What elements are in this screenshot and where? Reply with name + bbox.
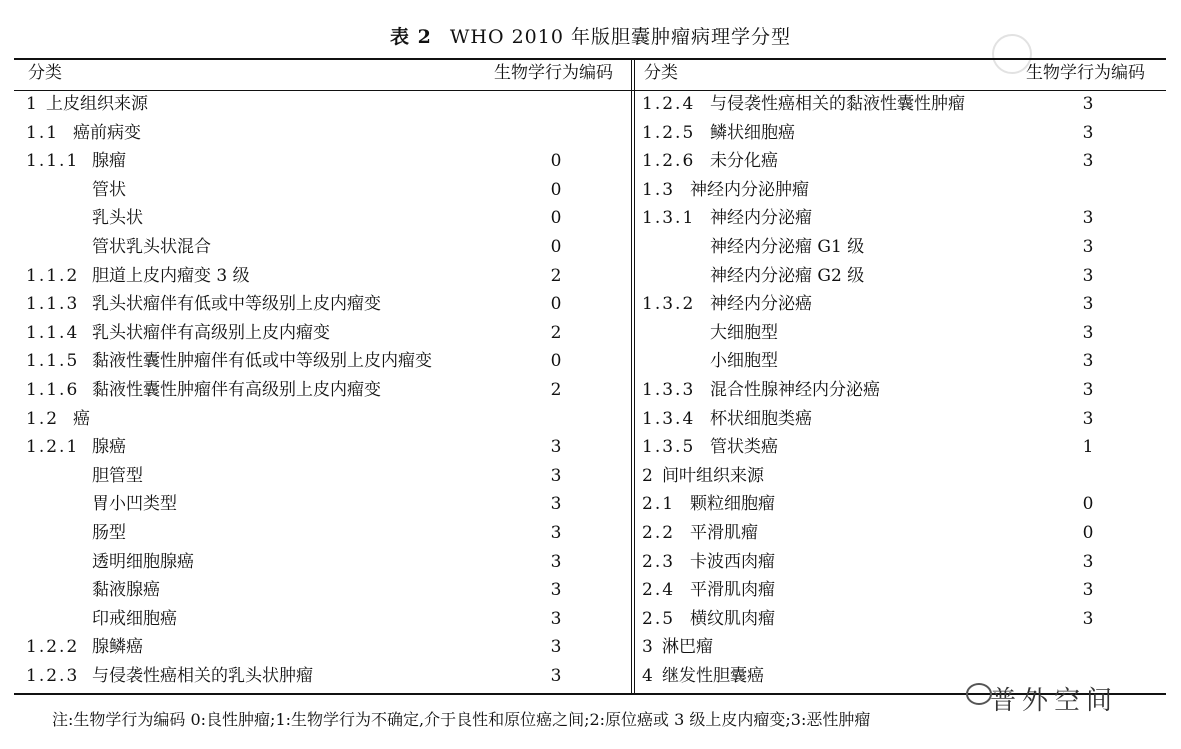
row-label: 继发性胆囊癌 [662, 666, 764, 686]
row-label: 小细胞型 [710, 351, 778, 372]
header-code-right: 生物学行为编码 [1026, 63, 1145, 83]
table-row [26, 376, 576, 405]
row-code: 0 [550, 294, 562, 315]
row-code: 3 [1082, 351, 1094, 372]
row-code: 3 [1082, 151, 1094, 172]
row-code: 0 [550, 237, 562, 257]
row-label: 神经内分泌瘤 G1 级 [710, 237, 865, 257]
row-number: 3 [642, 637, 655, 658]
table-row [642, 462, 1108, 491]
row-code: 3 [1082, 294, 1094, 315]
row-label: 管状类癌 [710, 437, 778, 458]
table-row [642, 290, 1108, 319]
row-code: 3 [1082, 265, 1094, 286]
table-row [642, 490, 1108, 519]
row-label: 印戒细胞癌 [92, 608, 177, 629]
row-label: 间叶组织来源 [662, 465, 764, 486]
row-label: 未分化癌 [710, 151, 778, 172]
row-number: 2.4 [642, 580, 676, 601]
header-class-right: 分类 [644, 63, 678, 83]
table-row [642, 605, 1108, 634]
row-code: 3 [550, 494, 562, 515]
row-code: 3 [1082, 608, 1094, 629]
table-row [26, 290, 576, 319]
table-row [642, 519, 1108, 548]
row-label: 上皮组织来源 [46, 94, 148, 114]
table-row [26, 462, 576, 491]
row-code: 2 [550, 380, 562, 400]
row-number: 1.2 [26, 408, 60, 429]
row-number: 1.2.6 [642, 151, 696, 172]
row-label: 与侵袭性癌相关的黏液性囊性肿瘤 [710, 94, 965, 114]
row-code: 0 [550, 208, 562, 229]
table-row [26, 405, 576, 434]
row-label: 淋巴瘤 [662, 637, 713, 658]
row-label: 乳头状瘤伴有高级别上皮内瘤变 [92, 322, 330, 343]
table-row [26, 119, 576, 148]
table-row [642, 376, 1108, 405]
row-label: 与侵袭性癌相关的乳头状肿瘤 [92, 666, 313, 686]
row-number: 1.3 [642, 179, 676, 200]
table-label: 表 2 [390, 26, 432, 48]
table-row [26, 662, 576, 691]
row-code: 0 [550, 151, 562, 172]
row-code: 3 [550, 637, 562, 658]
row-number: 1.1 [26, 122, 60, 143]
table-row [26, 633, 576, 662]
row-label: 鳞状细胞癌 [710, 122, 795, 143]
row-number: 1.1.2 [26, 265, 80, 286]
table-row [26, 576, 576, 605]
row-label: 黏液性囊性肿瘤伴有高级别上皮内瘤变 [92, 380, 381, 400]
header-class-left: 分类 [28, 63, 62, 83]
table-row [642, 233, 1108, 262]
table-row [642, 262, 1108, 291]
table-row [642, 576, 1108, 605]
row-label: 平滑肌瘤 [690, 523, 758, 543]
row-number: 1.1.5 [26, 351, 80, 372]
row-label: 杯状细胞类癌 [710, 408, 812, 429]
row-label: 平滑肌肉瘤 [690, 580, 775, 601]
row-number: 1.2.1 [26, 437, 80, 458]
table-row [642, 633, 1108, 662]
table-row [26, 262, 576, 291]
table-row [642, 176, 1108, 205]
wechat-icon [966, 683, 992, 705]
table-row [26, 433, 576, 462]
row-label: 透明细胞腺癌 [92, 551, 194, 572]
row-label: 黏液性囊性肿瘤伴有低或中等级别上皮内瘤变 [92, 351, 432, 372]
row-code: 0 [1082, 494, 1094, 515]
row-label: 黏液腺癌 [92, 580, 160, 601]
table-row [642, 90, 1108, 119]
table-title-text: WHO 2010 年版胆囊肿瘤病理学分型 [449, 26, 791, 48]
row-number: 1.3.1 [642, 208, 696, 229]
row-label: 胆管型 [92, 465, 143, 486]
table-row [642, 204, 1108, 233]
table-row [642, 433, 1108, 462]
table-row [642, 319, 1108, 348]
row-code: 3 [550, 580, 562, 601]
row-number: 1 [26, 94, 39, 114]
row-number: 1.3.5 [642, 437, 696, 458]
row-number: 2.2 [642, 523, 676, 543]
row-code: 2 [550, 322, 562, 343]
row-number: 1.1.4 [26, 322, 80, 343]
row-code: 3 [1082, 122, 1094, 143]
row-code: 3 [550, 523, 562, 543]
row-code: 3 [1082, 380, 1094, 400]
table-row [26, 204, 576, 233]
row-label: 乳头状 [92, 208, 143, 229]
row-number: 2.1 [642, 494, 676, 515]
top-rule [14, 58, 1166, 60]
row-label: 管状乳头状混合 [92, 237, 211, 257]
row-code: 3 [1082, 580, 1094, 601]
row-label: 胃小凹类型 [92, 494, 177, 515]
row-code: 1 [1082, 437, 1094, 458]
row-number: 1.1.3 [26, 294, 80, 315]
row-number: 2 [642, 465, 655, 486]
row-code: 3 [1082, 94, 1094, 114]
row-code: 0 [550, 179, 562, 200]
row-label: 混合性腺神经内分泌癌 [710, 380, 880, 400]
row-code: 3 [550, 437, 562, 458]
row-number: 1.2.5 [642, 122, 696, 143]
table-row [26, 147, 576, 176]
table-row [26, 605, 576, 634]
row-code: 3 [550, 608, 562, 629]
row-label: 腺癌 [92, 437, 126, 458]
row-code: 3 [550, 465, 562, 486]
row-label: 大细胞型 [710, 322, 778, 343]
row-number: 2.3 [642, 551, 676, 572]
row-label: 管状 [92, 179, 126, 200]
row-code: 0 [1082, 523, 1094, 543]
row-label: 癌前病变 [73, 122, 141, 143]
table-row [642, 548, 1108, 577]
row-label: 腺瘤 [92, 151, 126, 172]
row-code: 0 [550, 351, 562, 372]
row-number: 1.1.1 [26, 151, 80, 172]
row-code: 3 [1082, 208, 1094, 229]
row-label: 横纹肌肉瘤 [690, 608, 775, 629]
row-number: 1.3.3 [642, 380, 696, 400]
row-label: 乳头状瘤伴有低或中等级别上皮内瘤变 [92, 294, 381, 315]
row-code: 3 [1082, 551, 1094, 572]
row-number: 1.2.3 [26, 666, 80, 686]
table-row [642, 405, 1108, 434]
row-number: 1.3.4 [642, 408, 696, 429]
table-row [26, 90, 576, 119]
row-number: 1.3.2 [642, 294, 696, 315]
column-divider-2 [634, 58, 635, 695]
column-divider [631, 58, 632, 695]
row-label: 腺鳞癌 [92, 637, 143, 658]
brand-name: 普外空间 [990, 686, 1119, 716]
row-code: 3 [550, 666, 562, 686]
row-code: 2 [550, 265, 562, 286]
table-row [642, 347, 1108, 376]
row-label: 癌 [73, 408, 90, 429]
row-number: 2.5 [642, 608, 676, 629]
row-label: 神经内分泌瘤 G2 级 [710, 265, 865, 286]
row-number: 1.2.2 [26, 637, 80, 658]
table-row [26, 176, 576, 205]
table-note: 注:生物学行为编码 0:良性肿瘤;1:生物学行为不确定,介于良性和原位癌之间;2:原位癌或 3 级上皮内瘤变;3:恶性肿瘤 [52, 710, 871, 729]
row-label: 神经内分泌瘤 [710, 208, 812, 229]
table-row [642, 119, 1108, 148]
header-code-left: 生物学行为编码 [494, 63, 613, 83]
row-number: 1.1.6 [26, 380, 80, 400]
row-label: 卡波西肉瘤 [690, 551, 775, 572]
table-row [26, 319, 576, 348]
table-row [26, 519, 576, 548]
table-row [642, 147, 1108, 176]
row-code: 3 [1082, 322, 1094, 343]
row-code: 3 [1082, 408, 1094, 429]
table-row [26, 548, 576, 577]
row-label: 神经内分泌癌 [710, 294, 812, 315]
row-number: 1.2.4 [642, 94, 696, 114]
table-row [26, 347, 576, 376]
row-number: 4 [642, 666, 655, 686]
row-code: 3 [550, 551, 562, 572]
row-code: 3 [1082, 237, 1094, 257]
table-row [26, 233, 576, 262]
row-label: 肠型 [92, 523, 126, 543]
row-label: 胆道上皮内瘤变 3 级 [92, 265, 250, 286]
row-label: 神经内分泌肿瘤 [690, 179, 809, 200]
table-row [26, 490, 576, 519]
row-label: 颗粒细胞瘤 [690, 494, 775, 515]
